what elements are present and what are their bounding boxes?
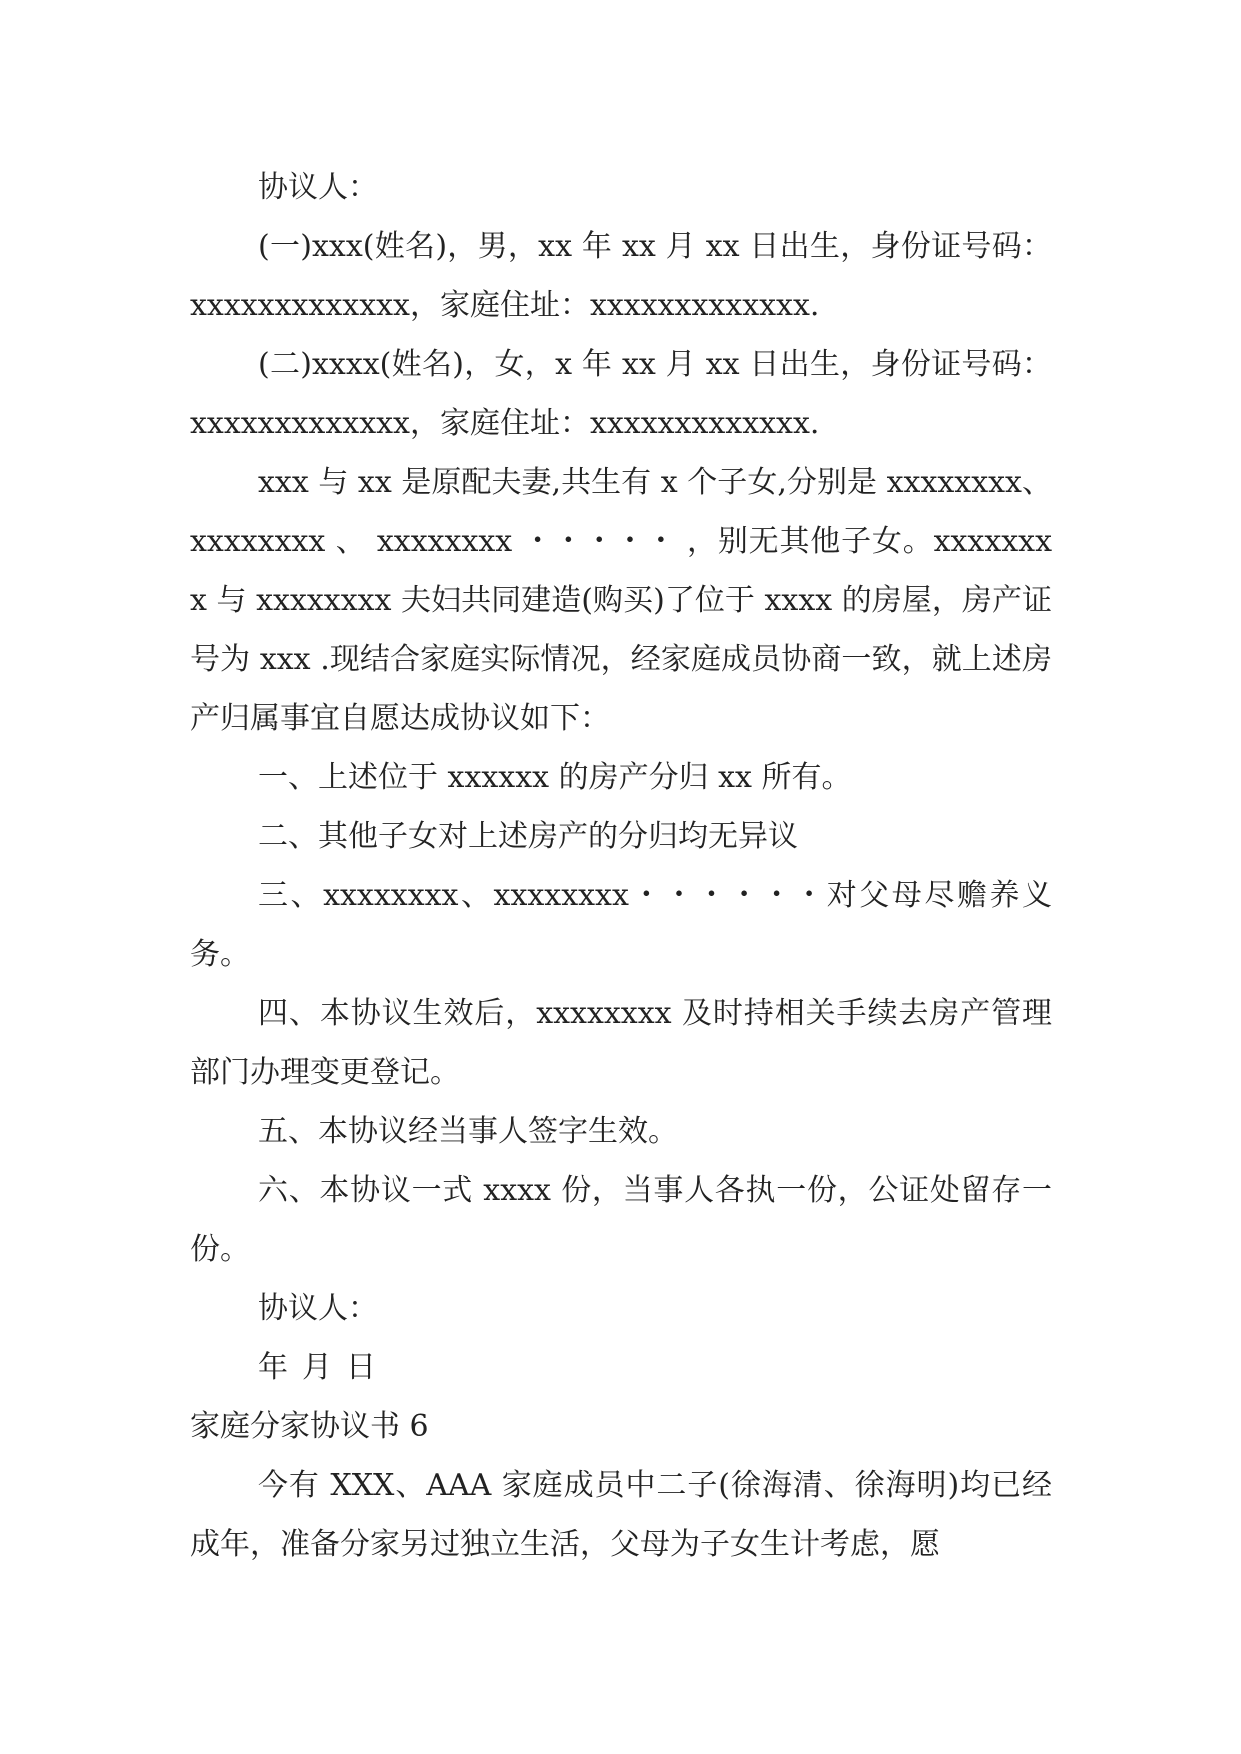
clause-one: 一、上述位于 xxxxxx 的房产分归 xx 所有。 — [258, 760, 852, 795]
paragraph-closing: 今有 XXX、AAA 家庭成员中二子(徐海清、徐海明)均已经成年，准备分家另过独立生活，父母为子女生计考虑，愿 — [190, 1468, 1052, 1562]
section-title: 家庭分家协议书 6 — [190, 1409, 429, 1444]
paragraph-parties-heading: 协议人： — [258, 170, 378, 205]
clause-six: 六、本协议一式 xxxx 份，当事人各执一份，公证处留存一份。 — [190, 1173, 1052, 1267]
paragraph-party-one: (一)xxx(姓名)，男，xx 年 xx 月 xx 日出生，身份证号码：xxxxxxxxxxxxx，家庭住址：xxxxxxxxxxxxx. — [190, 229, 1052, 323]
date-year-label: 年 — [258, 1350, 288, 1385]
document-body — [190, 158, 1052, 1574]
clause-three: 三、xxxxxxxx、xxxxxxxx・・・・・・对父母尽赡养义务。 — [190, 878, 1052, 972]
paragraph-background: xxx 与 xx 是原配夫妻,共生有 x 个子女,分别是 xxxxxxxx、xxxxxxxx 、 xxxxxxxx ・・・・・ ，别无其他子女。xxxxxxxx 与 xxxxxxxx 夫妇共同建造(购买)了位于 xxxx 的房屋，房产证号为 xxx .现结合家庭实际情况，经家庭成员协商一致，就上述房产归属事宜自愿达成协议如下： — [190, 465, 1052, 736]
date-day-label: 日 — [346, 1350, 376, 1385]
clause-four: 四、本协议生效后，xxxxxxxx 及时持相关手续去房产管理部门办理变更登记。 — [190, 996, 1052, 1090]
date-month-label: 月 — [302, 1350, 332, 1385]
date-line — [190, 1338, 1052, 1397]
clause-five: 五、本协议经当事人签字生效。 — [258, 1114, 678, 1149]
paragraph-party-two: (二)xxxx(姓名)，女，x 年 xx 月 xx 日出生，身份证号码：xxxxxxxxxxxxx，家庭住址：xxxxxxxxxxxxx. — [190, 347, 1052, 441]
clause-two: 二、其他子女对上述房产的分归均无异议 — [258, 819, 798, 854]
signature-parties-label: 协议人： — [258, 1291, 378, 1326]
